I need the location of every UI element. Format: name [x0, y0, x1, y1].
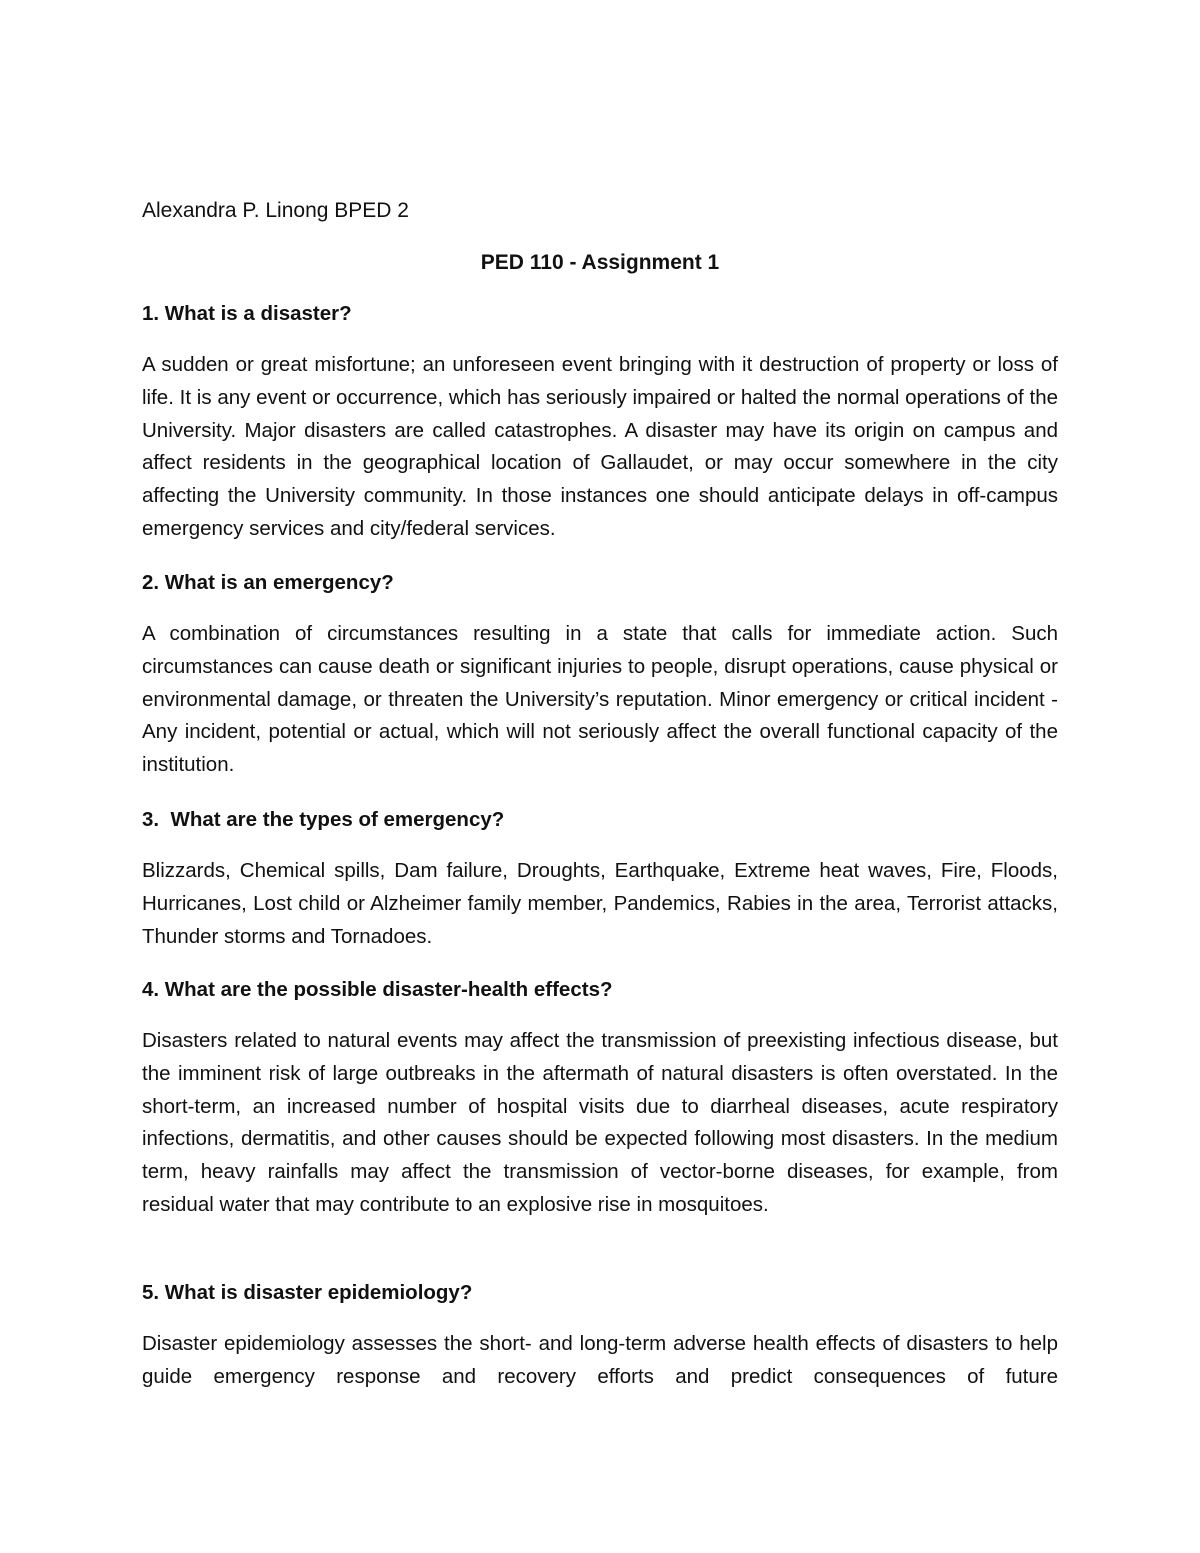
answer-paragraph: Disaster epidemiology assesses the short- and long-term adverse health effects of disasters to help guide emergency response and recovery efforts and predict consequences of future — [142, 1332, 1058, 1388]
assignment-title: PED 110 - Assignment 1 — [480, 251, 720, 274]
answer-paragraph: Blizzards, Chemical spills, Dam failure, Droughts, Earthquake, Extreme heat waves, Fire, Floods, Hurricanes, Lost child or Alzheimer family member, Pandemics, Rabies in the area, Terrorist attacks, Thunder storms and Tornadoes. — [142, 859, 1058, 948]
author-line: Alexandra P. Linong BPED 2 — [142, 199, 409, 222]
question-heading: 2. What is an emergency? — [142, 571, 394, 594]
section-epidemiology — [142, 1276, 1058, 1394]
question-heading: 1. What is a disaster? — [142, 302, 352, 325]
answer-paragraph: A combination of circumstances resulting in a state that calls for immediate action. Such circumstances can cause death or significant injuries to people, disrupt operations, cause physical or environmental damage, or threaten the University’s reputation. Minor emergency or critical incident - Any incident, potential or actual, which will not seriously affect the overall functional capacity of the institution. — [142, 622, 1058, 777]
question-heading: 3. What are the types of emergency? — [142, 808, 505, 831]
answer-paragraph: A sudden or great misfortune; an unforeseen event bringing with it destruction of property or loss of life. It is any event or occurrence, which has seriously impaired or halted the normal operations of the University. Major disasters are called catastrophes. A disaster may have its origin on campus and affect residents in the geographical location of Gallaudet, or may occur somewhere in the city affecting the University community. In those instances one should anticipate delays in off-campus emergency services and city/federal services. — [142, 353, 1058, 540]
section-emergency — [142, 566, 1058, 782]
question-heading: 4. What are the possible disaster-health effects? — [142, 978, 613, 1001]
section-health-effects — [142, 973, 1058, 1222]
section-disaster — [142, 297, 1058, 546]
question-heading: 5. What is disaster epidemiology? — [142, 1281, 473, 1304]
section-emergency-types — [142, 803, 1058, 953]
answer-paragraph: Disasters related to natural events may affect the transmission of preexisting infectious disease, but the imminent risk of large outbreaks in the aftermath of natural disasters is often overstated. In the short-term, an increased number of hospital visits due to diarrheal diseases, acute respiratory infections, dermatitis, and other causes should be expected following most disasters. In the medium term, heavy rainfalls may affect the transmission of vector-borne diseases, for example, from residual water that may contribute to an explosive rise in mosquitoes. — [142, 1029, 1058, 1216]
